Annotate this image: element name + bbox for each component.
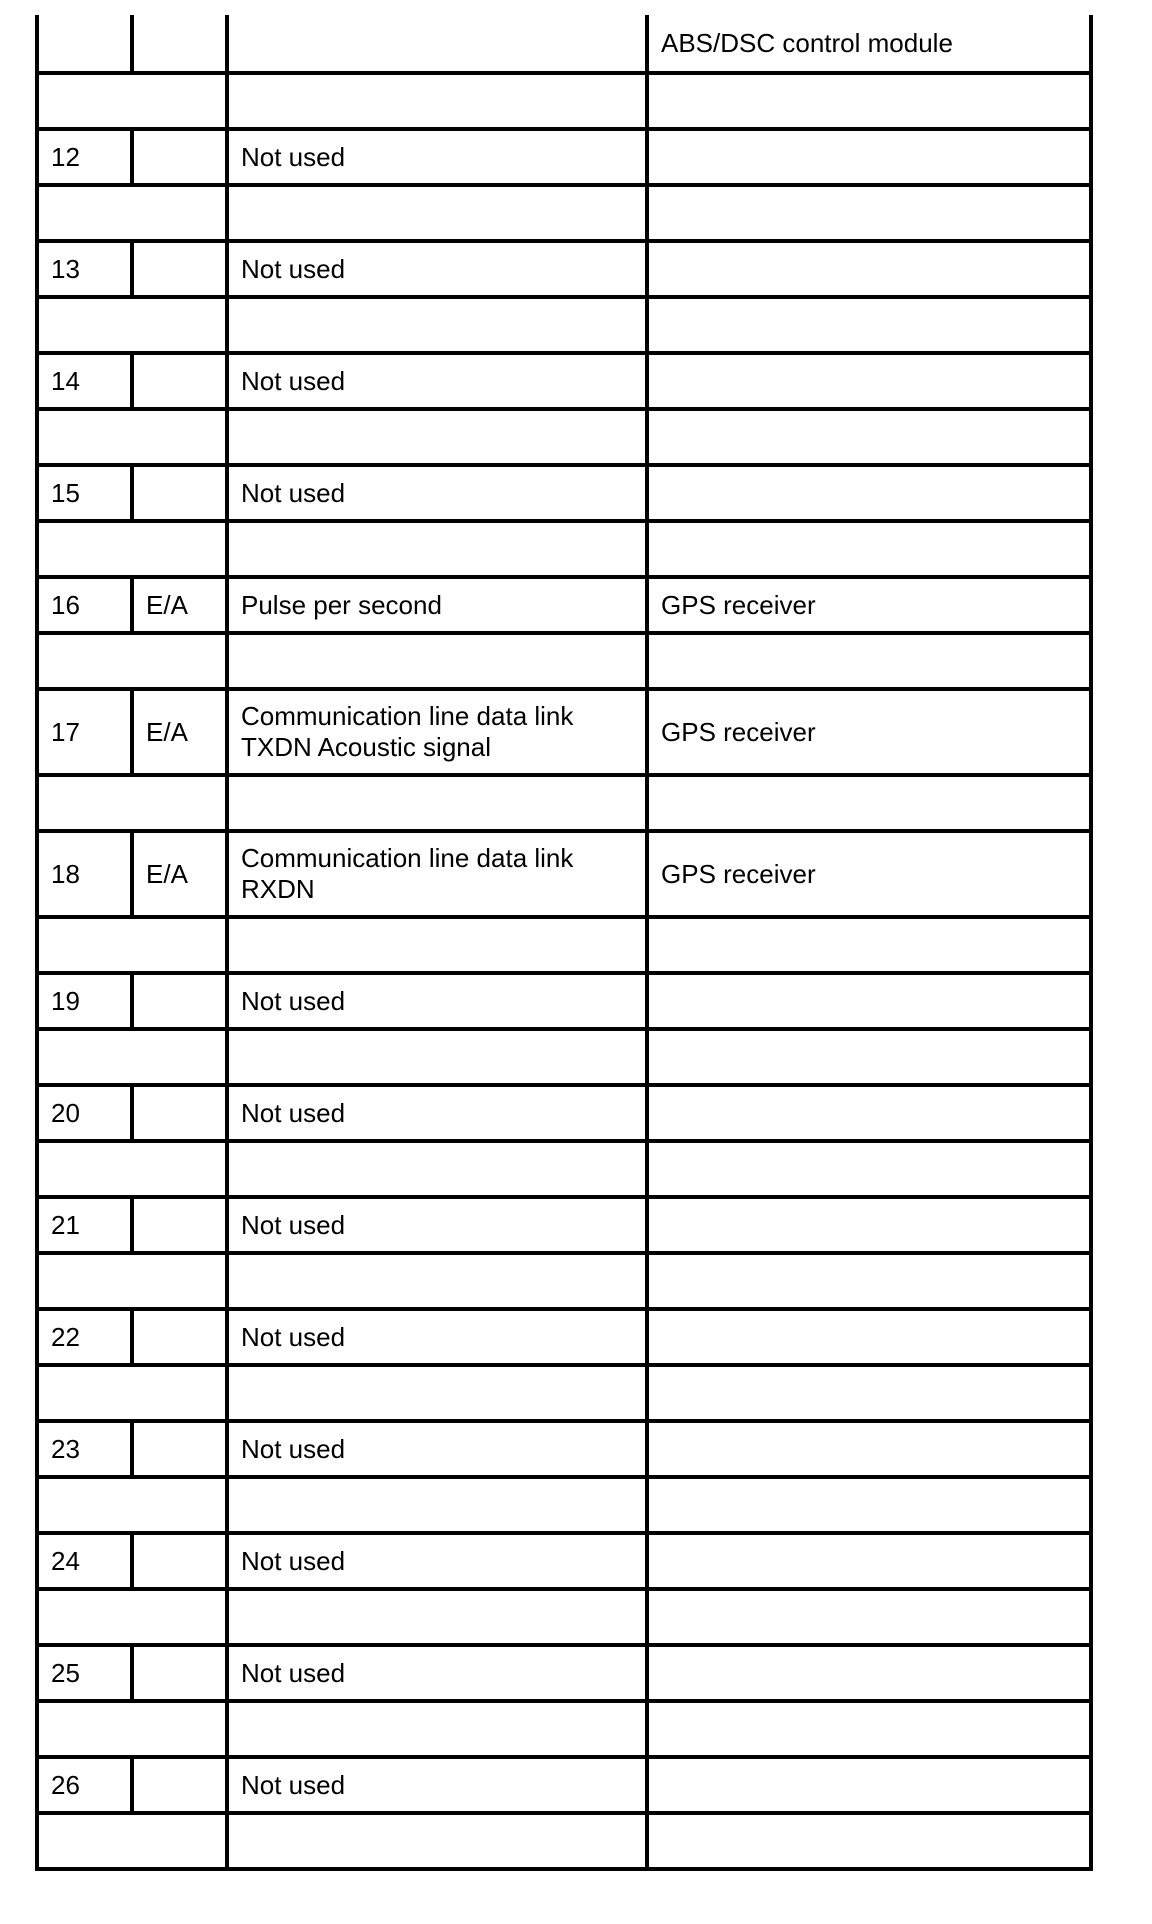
- spacer-cell: [227, 409, 647, 465]
- description-cell: [227, 689, 647, 775]
- spacer-row: [37, 775, 1091, 831]
- spacer-cell: [647, 1701, 1091, 1757]
- spacer-row: [37, 73, 1091, 129]
- description-line: Communication line data link: [241, 843, 574, 873]
- type-cell: [132, 129, 227, 185]
- spacer-cell: [37, 633, 227, 689]
- table-row: [37, 1533, 1091, 1589]
- type-cell: [132, 1757, 227, 1813]
- spacer-cell: [37, 1029, 227, 1085]
- description-cell: [227, 1757, 647, 1813]
- type-cell: E/A: [132, 831, 227, 917]
- spacer-cell: [647, 1813, 1091, 1869]
- pin-cell: 21: [37, 1197, 132, 1253]
- pin-cell: 25: [37, 1645, 132, 1701]
- description-line: RXDN: [241, 874, 315, 904]
- spacer-cell: [227, 775, 647, 831]
- spacer-cell: [227, 1477, 647, 1533]
- pin-cell: 16: [37, 577, 132, 633]
- pin-cell: 12: [37, 129, 132, 185]
- spacer-cell: [227, 297, 647, 353]
- table-row: [37, 15, 1091, 73]
- spacer-row: [37, 1813, 1091, 1869]
- pin-cell: 18: [37, 831, 132, 917]
- spacer-cell: [37, 917, 227, 973]
- description-cell: [227, 241, 647, 297]
- description-line: Not used: [241, 365, 346, 396]
- type-cell: [132, 1085, 227, 1141]
- pin-cell: 13: [37, 241, 132, 297]
- spacer-cell: [37, 1701, 227, 1757]
- pin-cell: 23: [37, 1421, 132, 1477]
- connects-to-cell: [647, 1309, 1091, 1365]
- spacer-cell: [227, 917, 647, 973]
- description-cell: [227, 577, 647, 633]
- table-row: [37, 241, 1091, 297]
- pin-cell: [37, 15, 132, 73]
- spacer-row: [37, 409, 1091, 465]
- spacer-cell: [37, 1141, 227, 1197]
- spacer-row: [37, 185, 1091, 241]
- spacer-cell: [37, 409, 227, 465]
- description-cell: [227, 831, 647, 917]
- connects-to-cell: [647, 353, 1091, 409]
- connects-to-cell: GPS receiver: [647, 689, 1091, 775]
- spacer-cell: [37, 775, 227, 831]
- type-cell: [132, 1197, 227, 1253]
- spacer-cell: [37, 1813, 227, 1869]
- table-row: [37, 353, 1091, 409]
- type-cell: [132, 1309, 227, 1365]
- spacer-cell: [37, 1253, 227, 1309]
- description-cell: [227, 1421, 647, 1477]
- spacer-cell: [647, 633, 1091, 689]
- description-cell: [227, 1197, 647, 1253]
- spacer-row: [37, 521, 1091, 577]
- spacer-row: [37, 1589, 1091, 1645]
- description-line: Not used: [241, 253, 346, 284]
- spacer-cell: [227, 1029, 647, 1085]
- pin-cell: 24: [37, 1533, 132, 1589]
- spacer-row: [37, 1141, 1091, 1197]
- spacer-row: [37, 917, 1091, 973]
- table-row: [37, 465, 1091, 521]
- table-row: [37, 577, 1091, 633]
- type-cell: [132, 353, 227, 409]
- type-cell: [132, 465, 227, 521]
- connects-to-cell: GPS receiver: [647, 577, 1091, 633]
- spacer-cell: [37, 297, 227, 353]
- connects-to-cell: [647, 241, 1091, 297]
- table-row: [37, 689, 1091, 775]
- connects-to-cell: [647, 1197, 1091, 1253]
- spacer-row: [37, 1701, 1091, 1757]
- description-cell: [227, 465, 647, 521]
- type-cell: E/A: [132, 577, 227, 633]
- spacer-row: [37, 297, 1091, 353]
- spacer-cell: [647, 1141, 1091, 1197]
- connects-to-cell: ABS/DSC control module: [647, 15, 1091, 73]
- connects-to-cell: [647, 1645, 1091, 1701]
- pin-table: [35, 15, 1093, 1871]
- spacer-cell: [647, 917, 1091, 973]
- connects-to-cell: [647, 129, 1091, 185]
- spacer-cell: [227, 1701, 647, 1757]
- table-row: [37, 1309, 1091, 1365]
- spacer-cell: [227, 1589, 647, 1645]
- description-line: Not used: [241, 1545, 346, 1576]
- spacer-cell: [227, 73, 647, 129]
- description-line: Communication line data link: [241, 701, 574, 731]
- type-cell: [132, 1645, 227, 1701]
- type-cell: [132, 1533, 227, 1589]
- spacer-row: [37, 1029, 1091, 1085]
- spacer-cell: [647, 521, 1091, 577]
- pin-cell: 20: [37, 1085, 132, 1141]
- description-line: Not used: [241, 141, 346, 172]
- spacer-cell: [647, 297, 1091, 353]
- spacer-cell: [647, 775, 1091, 831]
- description-line: Not used: [241, 1769, 346, 1800]
- description-cell: [227, 1085, 647, 1141]
- spacer-cell: [37, 1589, 227, 1645]
- table-row: [37, 1085, 1091, 1141]
- spacer-cell: [227, 521, 647, 577]
- spacer-row: [37, 1477, 1091, 1533]
- spacer-cell: [647, 409, 1091, 465]
- table-row: [37, 973, 1091, 1029]
- description-line: Not used: [241, 1321, 346, 1352]
- pin-cell: 26: [37, 1757, 132, 1813]
- spacer-cell: [647, 1365, 1091, 1421]
- description-line: Not used: [241, 1433, 346, 1464]
- table-row: [37, 1645, 1091, 1701]
- description-cell: [227, 353, 647, 409]
- table-row: [37, 831, 1091, 917]
- connects-to-cell: [647, 1757, 1091, 1813]
- spacer-cell: [37, 521, 227, 577]
- table-row: [37, 1757, 1091, 1813]
- description-cell: [227, 129, 647, 185]
- type-cell: E/A: [132, 689, 227, 775]
- spacer-row: [37, 1253, 1091, 1309]
- description-line: Pulse per second: [241, 589, 442, 620]
- description-line: Not used: [241, 1209, 346, 1240]
- spacer-cell: [647, 1253, 1091, 1309]
- spacer-cell: [227, 1253, 647, 1309]
- connects-to-cell: [647, 1085, 1091, 1141]
- spacer-cell: [37, 1365, 227, 1421]
- pin-cell: 22: [37, 1309, 132, 1365]
- spacer-cell: [37, 73, 227, 129]
- description-cell: [227, 15, 647, 73]
- pin-cell: 19: [37, 973, 132, 1029]
- pin-cell: 17: [37, 689, 132, 775]
- spacer-cell: [647, 1477, 1091, 1533]
- spacer-cell: [37, 1477, 227, 1533]
- spacer-cell: [227, 185, 647, 241]
- description-cell: [227, 1309, 647, 1365]
- spacer-row: [37, 1365, 1091, 1421]
- spacer-cell: [647, 73, 1091, 129]
- spacer-cell: [227, 1365, 647, 1421]
- connects-to-cell: [647, 973, 1091, 1029]
- type-cell: [132, 15, 227, 73]
- type-cell: [132, 973, 227, 1029]
- description-line: TXDN Acoustic signal: [241, 732, 491, 762]
- spacer-cell: [647, 1589, 1091, 1645]
- spacer-cell: [227, 633, 647, 689]
- spacer-cell: [647, 1029, 1091, 1085]
- spacer-cell: [37, 185, 227, 241]
- connects-to-cell: [647, 465, 1091, 521]
- spacer-cell: [227, 1141, 647, 1197]
- description-cell: [227, 1645, 647, 1701]
- pin-cell: 14: [37, 353, 132, 409]
- pin-cell: 15: [37, 465, 132, 521]
- spacer-row: [37, 633, 1091, 689]
- type-cell: [132, 241, 227, 297]
- description-line: Not used: [241, 1657, 346, 1688]
- description-cell: [227, 1533, 647, 1589]
- type-cell: [132, 1421, 227, 1477]
- table-row: [37, 1421, 1091, 1477]
- connects-to-cell: [647, 1421, 1091, 1477]
- description-line: Not used: [241, 985, 346, 1016]
- description-cell: [227, 973, 647, 1029]
- table-row: [37, 129, 1091, 185]
- spacer-cell: [647, 185, 1091, 241]
- pin-table-body: [37, 15, 1091, 1869]
- connects-to-cell: [647, 1533, 1091, 1589]
- spacer-cell: [227, 1813, 647, 1869]
- description-line: Not used: [241, 1097, 346, 1128]
- connects-to-cell: GPS receiver: [647, 831, 1091, 917]
- description-line: Not used: [241, 477, 346, 508]
- table-row: [37, 1197, 1091, 1253]
